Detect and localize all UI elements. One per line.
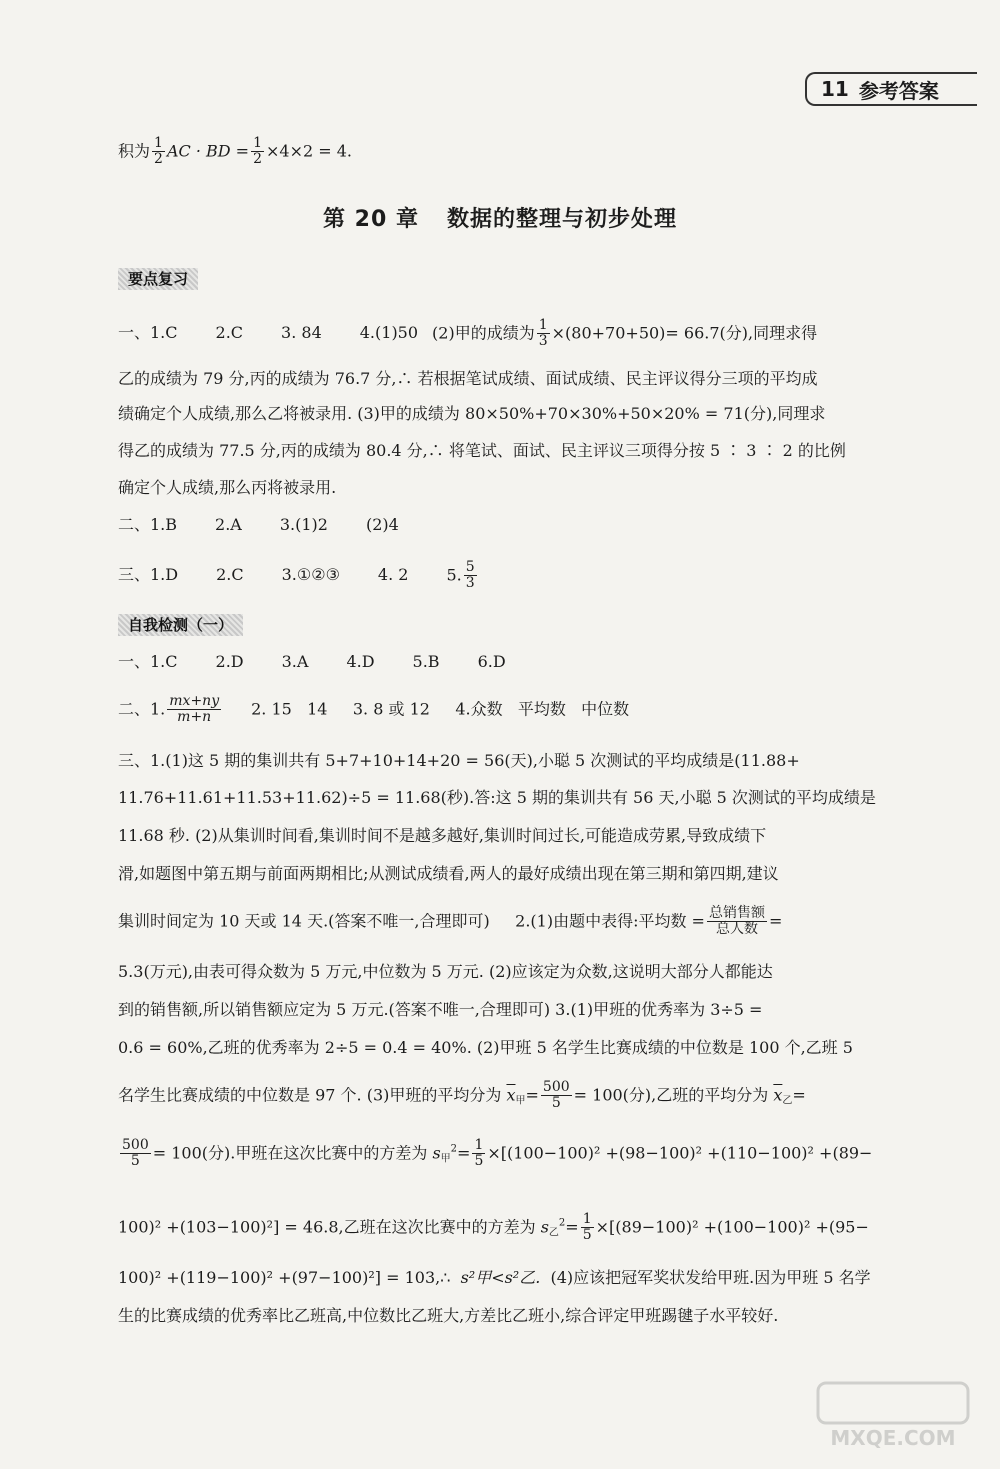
s2-line-11: 100)² +(103−100)²] = 46.8,乙班在这次比赛中的方差为 $s_乙^2=$ $\frac{1}{5}$ ×[(89−100)² +(100−100)² +(95− [118,1211,869,1244]
s2-line-6: 5.3(万元),由表可得众数为 5 万元,中位数为 5 万元. (2)应该定为众数,这说明大部分人都能达 [118,962,773,981]
s2-line-4: 滑,如题图中第五期与前面两期相比;从测试成绩看,两人的最好成绩出现在第三期和第四期,建议 [118,864,779,883]
chapter-title: 第 20 章 数据的整理与初步处理 [323,207,677,232]
s2-line-5: 集训时间定为 10 天或 14 天.(答案不唯一,合理即可) 2.(1)由题中表得:平均数 = $\frac{\text{总销售额}}{\text{总人数}}$ = [118,905,783,938]
s2-part-one: 一、1.C 2.D 3.A 4.D 5.B 6.D [118,652,506,671]
header-title: 参考答案 [858,78,939,103]
page-header [805,72,977,106]
s2-part-two: 二、1. $\frac{mx+ny}{m+n}$ 2. 15 14 3. 8 或 12 4.众数 平均数 中位数 [118,693,630,726]
s2-line-7: 到的销售额,所以销售额应定为 5 万元.(答案不唯一,合理即可) 3.(1)甲班的优秀率为 3÷5 = [118,1000,763,1019]
s2-line-9: 名学生比赛成绩的中位数是 97 个. (3)甲班的平均分为 $\overline{x}_甲=$ $\frac{500}{5}$ = 100(分),乙班的平均分为 $\overline{x}_乙=$ [118,1079,806,1112]
s1-line-2: 乙的成绩为 79 分,丙的成绩为 76.7 分,∴ 若根据笔试成绩、面试成绩、民主评议得分三项的平均成 [118,369,818,388]
section-label-selftest: 自我检测（一） [118,614,243,636]
s1-line-3: 绩确定个人成绩,那么乙将被录用. (3)甲的成绩为 80×50%+70×30%+50×20% = 71(分),同理求 [118,404,826,423]
watermark-logo [808,1381,978,1451]
s1-line-4: 得乙的成绩为 77.5 分,丙的成绩为 80.4 分,∴ 将笔试、面试、民主评议三项得分按 5 ∶ 3 ∶ 2 的比例 [118,441,846,460]
section-label-review: 要点复习 [118,268,198,290]
s2-line-2: 11.76+11.61+11.53+11.62)÷5 = 11.68(秒).答:这 5 期的集训共有 56 天,小聪 5 次测试的平均成绩是 [118,788,876,807]
s2-line-12: 100)² +(119−100)² +(97−100)²] = 103,∴ s²甲<s²乙. (4)应该把冠军奖状发给甲班.因为甲班 5 名学 [118,1268,871,1287]
s2-line-3: 11.68 秒. (2)从集训时间看,集训时间不是越多越好,集训时间过长,可能造成劳累,导致成绩下 [118,826,767,845]
s2-line-8: 0.6 = 60%,乙班的优秀率为 2÷5 = 0.4 = 40%. (2)甲班 5 名学生比赛成绩的中位数是 100 个,乙班 5 [118,1038,853,1057]
svg-text:MXQE.COM: MXQE.COM [830,1426,956,1450]
top-line: 积为 $\frac{1}{2}$ AC · BD = $\frac{1}{2}$ ×4×2 = 4. [118,135,353,168]
s1-part-three: 三、1.D 2.C 3.①②③ 4. 2 5. $\frac{5}{3}$ [118,559,475,592]
s1-line-5: 确定个人成绩,那么丙将被录用. [118,478,337,497]
s2-line-10: $\frac{500}{5}$ = 100(分).甲班在这次比赛中的方差为 $s_甲^2=$ $\frac{1}{5}$ ×[(100−100)² +(98−100)² +(110−100)² +(89− [122,1137,873,1170]
s2-line-13: 生的比赛成绩的优秀率比乙班高,中位数比乙班大,方差比乙班小,综合评定甲班踢毽子水平较好. [118,1306,779,1325]
s1-part-two: 二、1.B 2.A 3.(1)2 (2)4 [118,515,399,534]
s1-line-1: 一、1.C 2.C 3. 84 4.(1)50 (2)甲的成绩为 $\frac{1}{3}$ ×(80+70+50)= 66.7(分),同理求得 [118,317,818,350]
s2-line-1: 三、1.(1)这 5 期的集训共有 5+7+10+14+20 = 56(天),小聪 5 次测试的平均成绩是(11.88+ [118,751,800,770]
page-number: 11 [821,77,849,101]
